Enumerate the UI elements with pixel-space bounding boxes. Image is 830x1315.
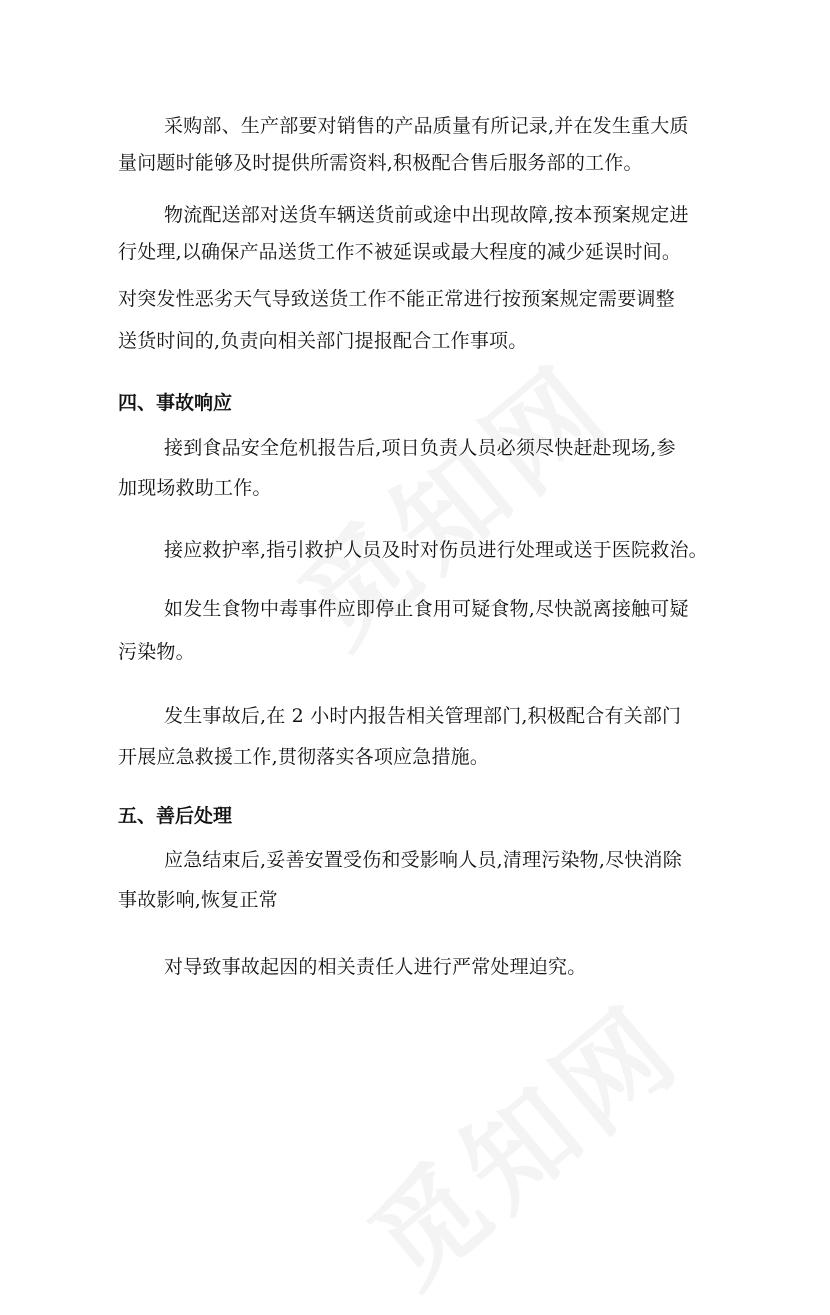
paragraph-line: 开展应急救援工作,贯彻落实各项应急措施。 [118,746,490,768]
paragraph-line: 物流配送部对送货车辆送货前或途中出现故障,按本预案规定进 [164,204,689,226]
watermark [331,963,708,1315]
section-heading: 五、善后处理 [118,805,233,827]
paragraph-line: 发生事故后,在 2 小时内报告相关管理部门,积极配合有关部门 [164,705,682,727]
paragraph-line: 污染物。 [118,641,195,663]
watermark [261,323,638,675]
paragraph-line: 对导致事故起因的相关责任人进行严常处理迫究。 [164,956,587,978]
section-heading: 四、事故响应 [118,392,233,414]
paragraph-line: 接应救护率,指引救护人员及时对伤员进行处理或送于医院救治。 [164,539,708,561]
paragraph-line: 事故影响,恢复正常 [118,889,278,911]
paragraph-line: 加现场救助工作。 [118,477,272,499]
paragraph-line: 如发生食物中毒事件应即停止食用可疑食物,尽快説离接触可疑 [164,598,689,620]
paragraph-line: 应急结束后,妥善安置受伤和受影响人员,清理污染物,尽快消除 [164,849,682,871]
paragraph-line: 量问题时能够及时提供所需资料,积极配合售后服务部的工作。 [118,152,643,174]
paragraph-line: 行处理,以确保产品送货工作不被延误或最大程度的减少延误时间。 [118,241,682,263]
paragraph-line: 对突发性恶劣天气导致送货工作不能正常进行按预案规定需要调整 [118,288,675,310]
paragraph-line: 采购部、生产部要对销售的产品质量有所记录,并在发生重大质 [164,115,689,137]
paragraph-line: 接到食品安全危机报告后,项日负责人员必须尽快赶赴现场,参 [164,437,676,459]
paragraph-line: 送货时间的,负责向相关部门提报配合工作事项。 [118,330,528,352]
